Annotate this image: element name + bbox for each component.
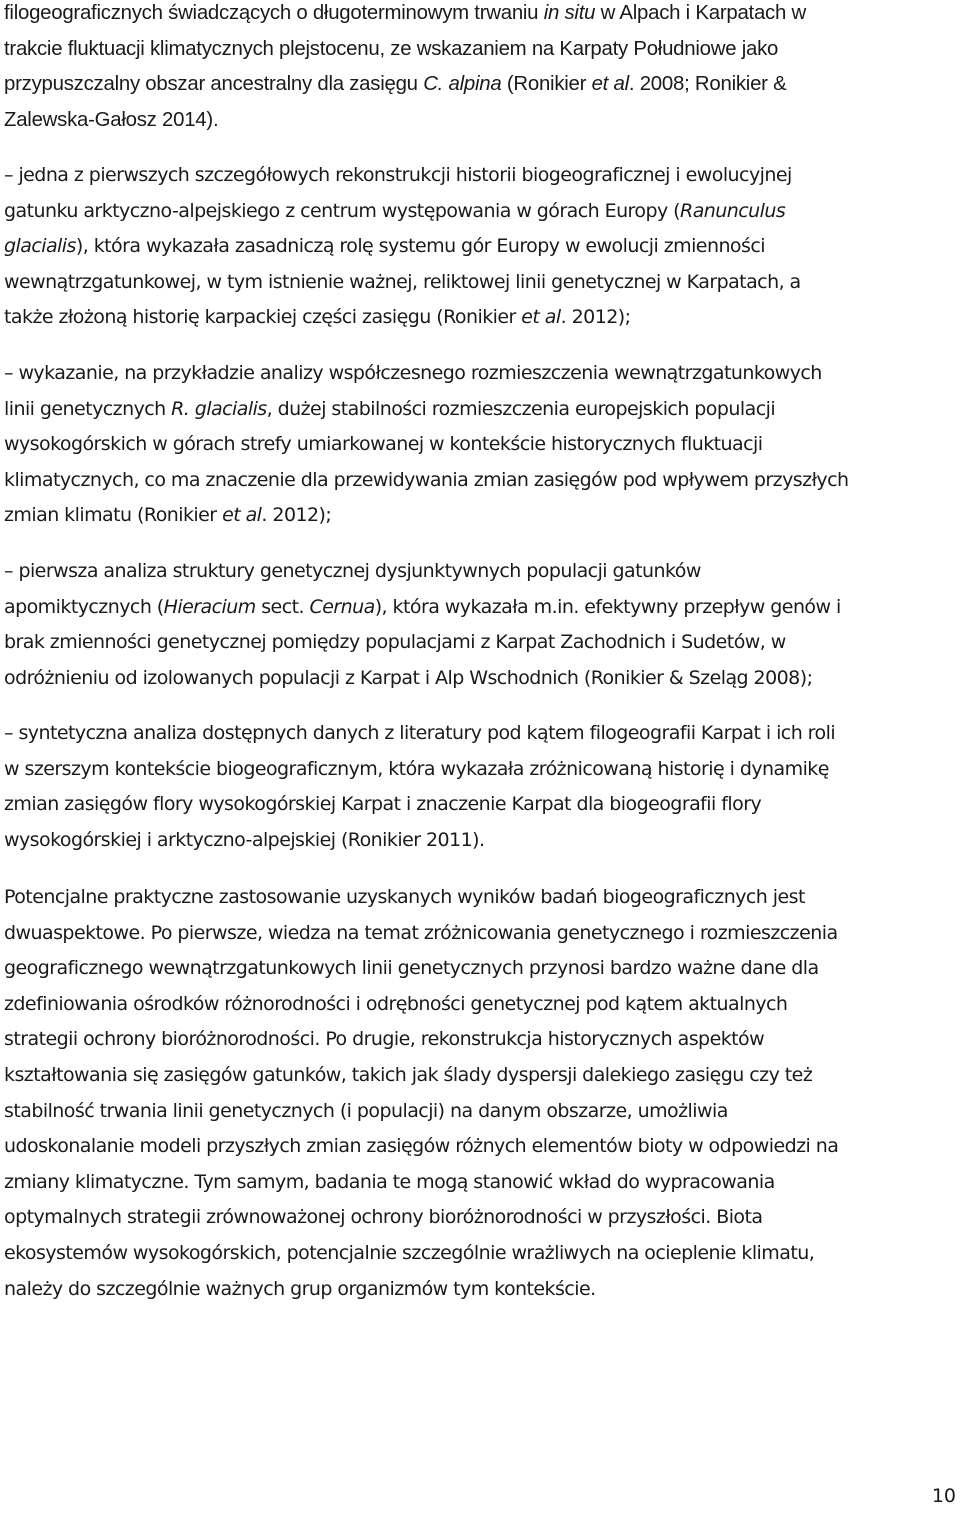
text-run: gatunku arktyczno-alpejskiego z centrum występowania w górach Europy ( [4, 199, 681, 222]
text-run: sect. [255, 595, 310, 618]
text-run: , dużej stabilności rozmieszczenia europejskich populacji [266, 397, 776, 420]
text-run: optymalnych strategii zrównoważonej ochrony bioróżnorodności w przyszłości. Biota [4, 1206, 763, 1229]
text-line [4, 67, 956, 103]
text-line [4, 103, 956, 139]
text-run: Zalewska-Gałosz 2014). [4, 108, 219, 131]
text-run: brak zmienności genetycznej pomiędzy populacjami z Karpat Zachodnich i Sudetów, w [4, 631, 786, 654]
text-line [4, 229, 956, 265]
text-line [4, 265, 956, 301]
text-run: udoskonalanie modeli przyszłych zmian zasięgów różnych elementów bioty w odpowiedzi na [4, 1135, 839, 1158]
paragraph-bullet-hieracium [4, 554, 956, 696]
text-run: Potencjalne praktyczne zastosowanie uzyskanych wyników badań biogeograficznych jest [4, 886, 805, 908]
text-run: stabilność trwania linii genetycznych (i populacji) na danym obszarze, umożliwia [4, 1099, 728, 1122]
text-line [4, 498, 956, 534]
text-run: trakcie fluktuacji klimatycznych plejstocenu, ze wskazaniem na Karpaty Południowe jako [4, 37, 779, 60]
text-line [4, 590, 956, 626]
text-run: – jedna z pierwszych szczegółowych rekonstrukcji historii biogeograficznej i ewolucyjnej [4, 164, 792, 186]
text-run: ekosystemów wysokogórskich, potencjalnie szczególnie wrażliwych na ocieplenie klimatu, [4, 1241, 815, 1264]
text-line [4, 1094, 956, 1130]
text-line [4, 554, 956, 590]
text-run: także złożoną historię karpackiej części zasięgu (Ronikier [4, 306, 522, 329]
text-run: zmian zasięgów flory wysokogórskiej Karpat i znaczenie Karpat dla biogeografii flory [4, 793, 762, 816]
italic-text-run: Cernua [309, 595, 375, 618]
text-run: dwuaspektowe. Po pierwsze, wiedza na temat zróżnicowania genetycznego i rozmieszczenia [4, 921, 838, 944]
italic-text-run: C. alpina [423, 73, 502, 96]
text-line [4, 1058, 956, 1094]
italic-text-run: Hieracium [163, 595, 256, 618]
text-run: przypuszczalny obszar ancestralny dla zasięgu [4, 73, 424, 96]
text-run: . 2012); [261, 504, 332, 527]
text-line [4, 752, 956, 788]
text-line [4, 787, 956, 823]
text-run: filogeograficznych świadczących o długoterminowym trwaniu [4, 2, 544, 24]
text-run: linii genetycznych [4, 397, 172, 420]
text-line [4, 661, 956, 697]
paragraph-bullet-distribution [4, 356, 956, 534]
text-run: ), która wykazała m.in. efektywny przepływ genów i [374, 595, 841, 618]
text-line [4, 427, 956, 463]
italic-text-run: R. glacialis [171, 397, 267, 420]
italic-text-run: et al [521, 306, 561, 329]
text-run: – syntetyczna analiza dostępnych danych z literatury pod kątem filogeografii Karpat i ich roli [4, 722, 836, 744]
text-run: ), która wykazała zasadniczą rolę systemu gór Europy w ewolucji zmienności [75, 235, 765, 258]
text-run: w Alpach i Karpatach w [595, 2, 806, 24]
text-run: kształtowania się zasięgów gatunków, takich jak ślady dyspersji dalekiego zasięgu czy też [4, 1063, 813, 1086]
text-run: (Ronikier [501, 73, 592, 96]
text-run: wysokogórskiej i arktyczno-alpejskiej (Ronikier 2011). [4, 828, 485, 851]
text-line [4, 716, 956, 752]
text-run: . 2012); [560, 306, 631, 329]
text-run: geograficznego wewnątrzgatunkowych linii genetycznych przynosi bardzo ważne dane dla [4, 957, 819, 980]
text-line [4, 158, 956, 194]
text-line [4, 300, 956, 336]
text-run: – pierwsza analiza struktury genetycznej dysjunktywnych populacji gatunków [4, 560, 701, 582]
paragraph-practical-applications [4, 880, 956, 1307]
italic-text-run: Ranunculus [680, 199, 786, 222]
text-run: w szerszym kontekście biogeograficznym, która wykazała zróżnicowaną historię i dynamikę [4, 757, 829, 780]
text-line [4, 951, 956, 987]
paragraph-bullet-synthesis [4, 716, 956, 858]
text-line [4, 356, 956, 392]
text-line [4, 1022, 956, 1058]
text-line [4, 1129, 956, 1165]
text-line [4, 1200, 956, 1236]
text-line [4, 916, 956, 952]
text-run: klimatycznych, co ma znaczenie dla przewidywania zmian zasięgów pod wpływem przyszłych [4, 468, 849, 491]
text-line [4, 880, 956, 916]
text-run: zmiany klimatyczne. Tym samym, badania te mogą stanowić wkład do wypracowania [4, 1170, 775, 1193]
text-line [4, 823, 956, 859]
text-run: – wykazanie, na przykładzie analizy współczesnego rozmieszczenia wewnątrzgatunkowych [4, 362, 822, 384]
italic-text-run: glacialis [4, 235, 76, 258]
paragraph-bullet-ranunculus [4, 158, 956, 336]
text-run: zdefiniowania ośrodków różnorodności i odrębności genetycznej pod kątem aktualnych [4, 992, 788, 1015]
text-line [4, 1272, 956, 1308]
text-run: apomiktycznych ( [4, 595, 164, 618]
text-line [4, 625, 956, 661]
page-number: 10 [931, 1485, 956, 1507]
italic-text-run: et al [222, 504, 262, 527]
text-line [4, 1165, 956, 1201]
text-line [4, 1236, 956, 1272]
paragraph-intro-continuation [4, 0, 956, 138]
italic-text-run: in situ [543, 2, 596, 24]
text-line [4, 987, 956, 1023]
italic-text-run: et al [591, 73, 629, 96]
text-run: wysokogórskich w górach strefy umiarkowanej w kontekście historycznych fluktuacji [4, 433, 763, 456]
text-line [4, 32, 956, 68]
text-run: strategii ochrony bioróżnorodności. Po drugie, rekonstrukcja historycznych aspektów [4, 1028, 765, 1051]
text-line [4, 0, 956, 32]
text-run: należy do szczególnie ważnych grup organizmów tym kontekście. [4, 1277, 596, 1300]
text-run: . 2008; Ronikier & [628, 73, 787, 96]
text-line [4, 194, 956, 230]
text-run: wewnątrzgatunkowej, w tym istnienie ważnej, reliktowej linii genetycznej w Karpatach, a [4, 270, 801, 293]
text-run: odróżnieniu od izolowanych populacji z Karpat i Alp Wschodnich (Ronikier & Szeląg 2008); [4, 666, 813, 689]
text-line [4, 392, 956, 428]
text-line [4, 463, 956, 499]
text-run: zmian klimatu (Ronikier [4, 504, 223, 527]
